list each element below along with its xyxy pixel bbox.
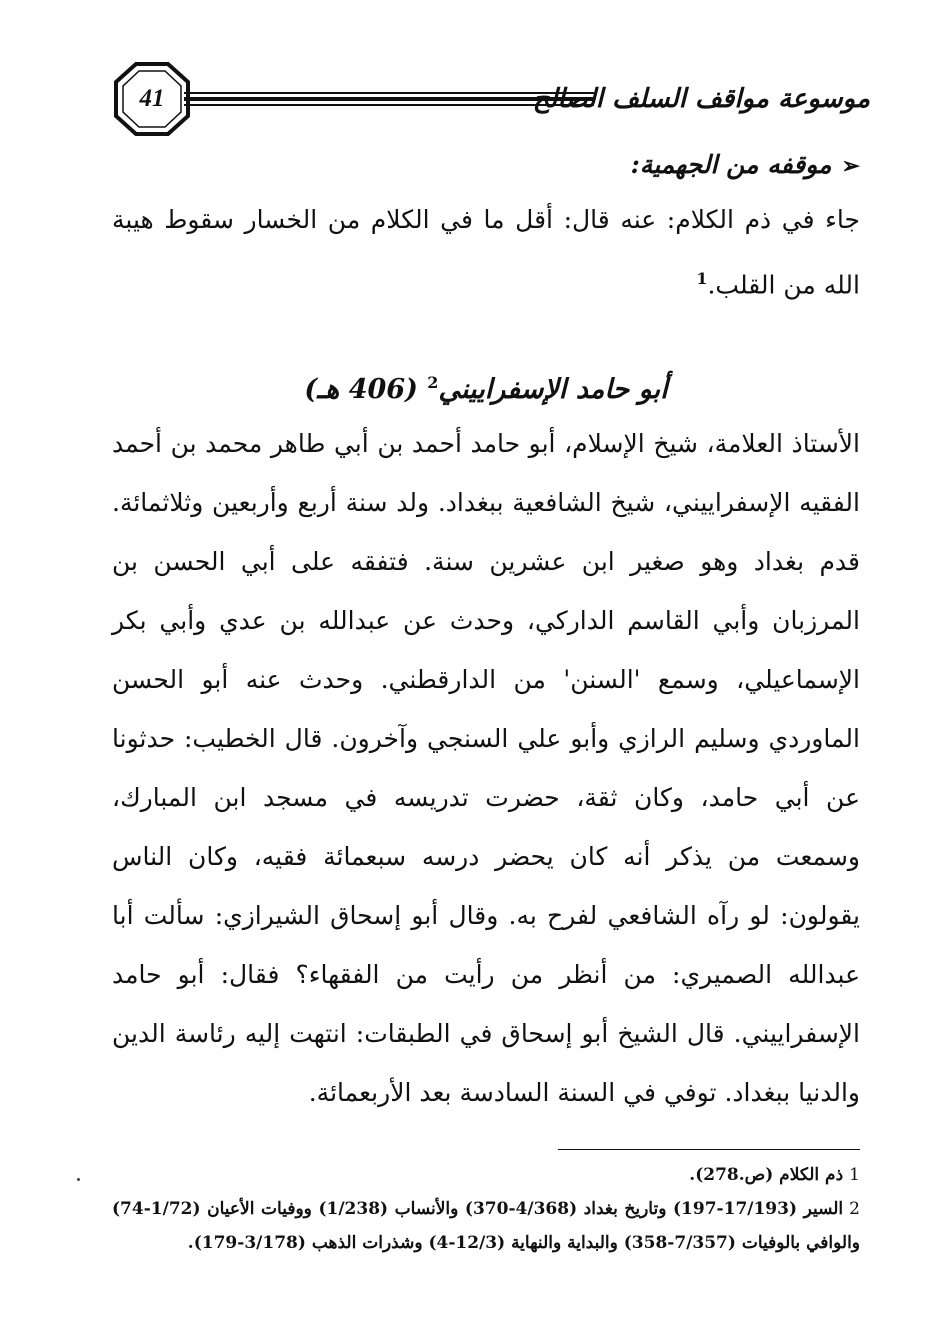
biography-paragraph: الأستاذ العلامة، شيخ الإسلام، أبو حامد أحمد بن أبي طاهر محمد بن أحمد الفقيه الإسفراييني، شيخ الشافعية ببغداد. ولد سنة أربع وأربعين وثلاثمائة. قدم بغداد وهو صغير ابن عشرين سنة. فتفقه على أبي الحسن بن المرزبان وأبي القاسم الداركي، وحدث عن عبدالله بن عدي وأبي بكر الإسماعيلي، وسمع 'السنن' من الدارقطني. وحدث عنه أبو الحسن الماوردي وسليم الرازي وأبو علي السنجي وآخرون. قال الخطيب: حدثونا عن أبي حامد، وكان ثقة، حضرت تدريسه في مسجد ابن المبارك، وسمعت من يذكر أنه كان يحضر درسه سبعمائة فقيه، وكان الناس يقولون: لو رآه الشافعي لفرح به. وقال أبو إسحاق الشيرازي: سألت أبا عبدالله الصميري: من أنظر من رأيت من الفقهاء؟ فقال: أبو حامد الإسفراييني. قال الشيخ أبو إسحاق في الطبقات: انتهت إليه رئاسة الدين والدنيا ببغداد. توفي في السنة السادسة بعد الأربعمائة. bbox=[112, 429, 860, 1107]
page-header bbox=[108, 62, 870, 136]
footnote-number: 1 bbox=[849, 1165, 860, 1185]
section-paragraph bbox=[112, 190, 860, 314]
footnote-ref-2: 2 bbox=[427, 373, 439, 392]
biography-name: أبو حامد الإسفراييني bbox=[438, 374, 668, 405]
biography-heading bbox=[112, 358, 860, 415]
footnote-1 bbox=[112, 1158, 860, 1192]
section-heading-text: موقفه من الجهمية: bbox=[630, 150, 832, 179]
margin-dot bbox=[77, 1178, 80, 1181]
biography-date: (406 هـ) bbox=[304, 374, 418, 405]
page-number-badge bbox=[114, 62, 190, 136]
footnote-ref-1: 1 bbox=[696, 269, 708, 288]
footnote-divider bbox=[558, 1149, 860, 1150]
arrow-bullet-icon: ➢ bbox=[841, 153, 860, 179]
page-number: 41 bbox=[139, 85, 165, 112]
footnote-number: 2 bbox=[849, 1199, 860, 1219]
footnote-text: ذم الكلام (ص.278). bbox=[689, 1165, 844, 1185]
footnotes bbox=[112, 1158, 860, 1260]
section-paragraph-text: جاء في ذم الكلام: عنه قال: أقل ما في الكلام من الخسار سقوط هيبة الله من القلب. bbox=[112, 205, 860, 300]
footnote-2 bbox=[112, 1192, 860, 1260]
section-heading bbox=[112, 150, 860, 179]
footnote-text: السير (17/193-197) وتاريخ بغداد (4/368-370) والأنساب (1/238) ووفيات الأعيان (1/72-74) والوافي بالوفيات (7/357-358) والبداية والنهاية (12/3-4) وشذرات الذهب (3/178-179). bbox=[112, 1199, 860, 1253]
series-title: موسوعة مواقف السلف الصالح bbox=[532, 84, 870, 114]
